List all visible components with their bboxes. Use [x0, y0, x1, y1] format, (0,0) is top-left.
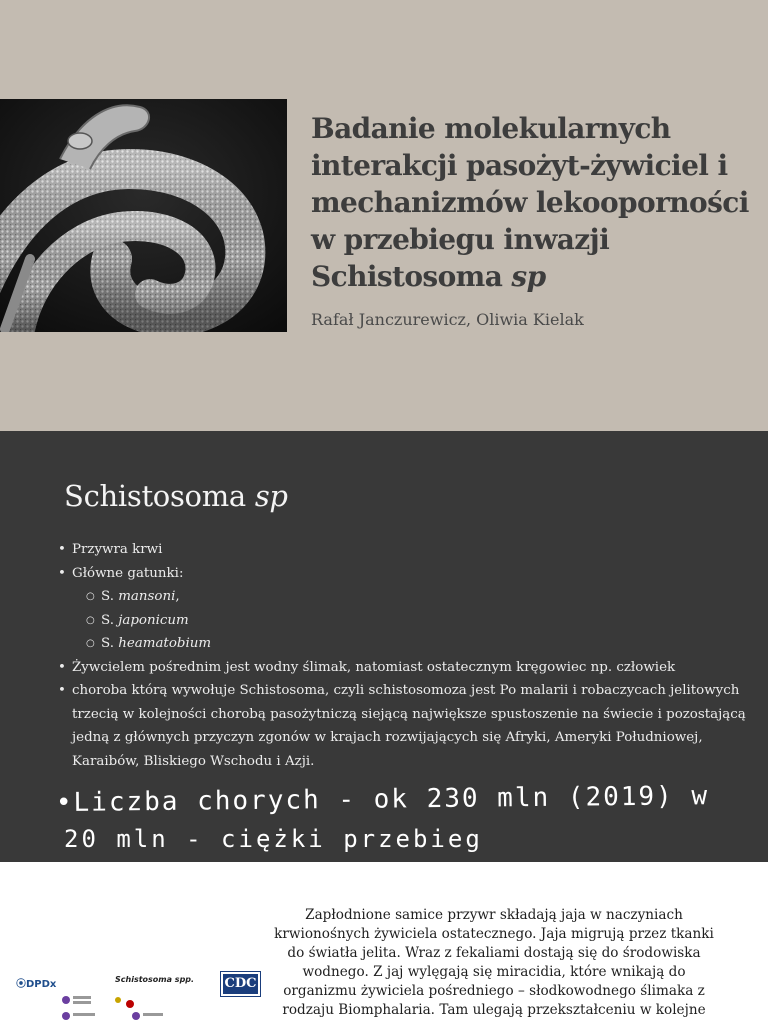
- heading-italic-text: sp: [254, 479, 288, 513]
- lifecycle-description: Zapłodnione samice przywr składają jaja w naczyniach krwionośnych żywiciela ostatecznego. Jaja migrują przez tkanki do światła jelita. Wraz z fekaliami dostają się do środowiska wodnego. Z jaj wylęgają się miracidia, które wnikają do organizmu żywiciela pośredniego – słodkowodnego ślimaka z rodzaju Biomphalaria. Tam ulegają przekształceniu w kolejne: [274, 907, 714, 1018]
- slide-heading: [64, 479, 288, 513]
- list-item: • choroba którą wywołuje Schistosoma, czyli schistosomoza jest Po malarii i robaczycach jelitowych trzecią w kolejności chorobą pasożytniczą siejącą największe spustoszenie na świecie i pozostającą jedną z głównych przyczyn zgonów w krajach rozwijających się Afryki, Ameryki Południowej, Karaibów, Bliskiego Wschodu i Azji.: [56, 679, 746, 773]
- cdc-logo: CDC: [221, 972, 260, 996]
- title-italic-text: sp: [511, 260, 546, 293]
- handwritten-note: [0, 779, 768, 859]
- worm-illustration: [0, 99, 287, 332]
- dpdx-logo: ⦿DPDx: [16, 979, 57, 990]
- title-slide: [0, 0, 768, 431]
- list-item: • Główne gatunki:: [56, 562, 746, 586]
- authors: Rafał Janczurewicz, Oliwia Kielak: [311, 310, 584, 329]
- handwritten-line-1: •Liczba chorych - ok 230 mln (2019) w: [55, 781, 710, 818]
- species-item: ○ S. heamatobium: [56, 632, 746, 656]
- handwritten-line-2: 20 mln - ciężki przebieg: [64, 825, 483, 853]
- schistosoma-slide: [0, 431, 768, 862]
- presentation-title: [311, 110, 751, 295]
- heading-text: Schistosoma: [64, 479, 255, 513]
- bullet-list: [56, 538, 746, 773]
- species-item: ○ S. japonicum: [56, 609, 746, 633]
- title-text: Badanie molekularnych interakcji pasożyt-żywiciel i mechanizmów lekooporności w przebiegu inwazji Schistosoma: [311, 112, 749, 293]
- species-item: ○ S. mansoni,: [56, 585, 746, 609]
- dpdx-icon: ⦿: [16, 979, 26, 990]
- lifecycle-slide: [0, 862, 768, 1024]
- schistosoma-micrograph-image: [0, 99, 287, 332]
- diagram-title: Schistosoma spp.: [115, 975, 195, 984]
- list-item: • Przywra krwi: [56, 538, 746, 562]
- list-item: • Żywcielem pośrednim jest wodny ślimak, natomiast ostatecznym kręgowiec np. człowiek: [56, 656, 746, 680]
